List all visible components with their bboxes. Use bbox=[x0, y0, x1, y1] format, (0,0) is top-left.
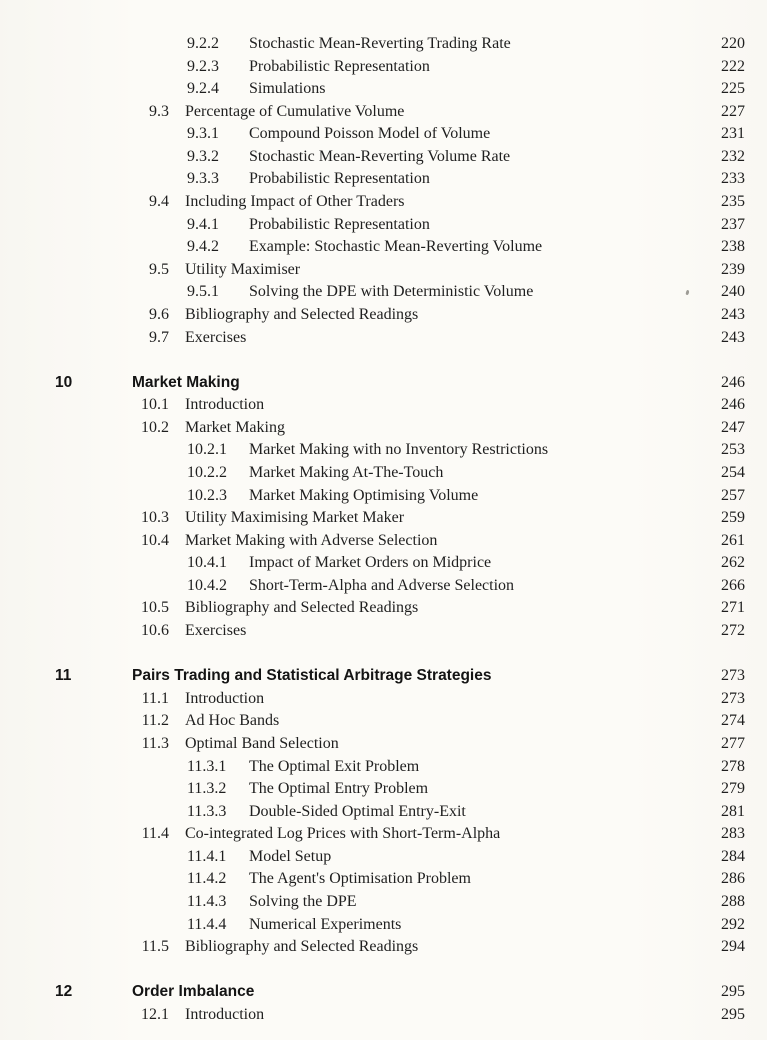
entry-page-number: 243 bbox=[721, 328, 745, 346]
entry-title: Model Setup bbox=[249, 847, 332, 865]
entry-title: Market Making Optimising Volume bbox=[249, 486, 479, 504]
entry-title: Introduction bbox=[185, 689, 265, 707]
entry-page-number: 295 bbox=[721, 983, 745, 1001]
entry-page-number: 237 bbox=[721, 215, 745, 233]
toc-entry-9.5.1 bbox=[55, 281, 745, 304]
toc-entry-9.2.4 bbox=[55, 78, 745, 101]
entry-number: 9.7 bbox=[149, 328, 169, 346]
toc-entry-10.4 bbox=[55, 530, 745, 553]
entry-title: Probabilistic Representation bbox=[249, 215, 430, 233]
toc-entry-9.4.2 bbox=[55, 236, 745, 259]
toc-entry-10.6 bbox=[55, 620, 745, 643]
entry-page-number: 225 bbox=[721, 80, 745, 98]
entry-number: 12.1 bbox=[141, 1005, 169, 1023]
toc-entry-10.2.2 bbox=[55, 462, 745, 485]
entry-page-number: 274 bbox=[721, 712, 745, 730]
entry-page-number: 273 bbox=[721, 689, 745, 707]
entry-title: Utility Maximiser bbox=[185, 260, 301, 278]
entry-number: 11.4.4 bbox=[187, 915, 227, 933]
toc-entry-11.4.2 bbox=[55, 868, 745, 891]
entry-title: Market Making with Adverse Selection bbox=[185, 531, 438, 549]
entry-title: Simulations bbox=[249, 80, 326, 98]
entry-title: Solving the DPE bbox=[249, 892, 357, 910]
entry-page-number: 254 bbox=[721, 463, 745, 481]
entry-page-number: 273 bbox=[721, 667, 745, 685]
toc-list bbox=[55, 33, 745, 1026]
entry-title: Double-Sided Optimal Entry-Exit bbox=[249, 802, 466, 820]
entry-page-number: 262 bbox=[721, 554, 745, 572]
entry-page-number: 266 bbox=[721, 576, 745, 594]
entry-number: 10.4.1 bbox=[187, 554, 227, 572]
toc-entry-9.6 bbox=[55, 304, 745, 327]
toc-entry-11 bbox=[55, 665, 745, 688]
toc-entry-10.5 bbox=[55, 597, 745, 620]
entry-title: Market Making bbox=[132, 373, 240, 391]
entry-number: 11.4.2 bbox=[187, 870, 227, 888]
entry-number: 9.4 bbox=[149, 193, 169, 211]
entry-title: Example: Stochastic Mean-Reverting Volume bbox=[249, 238, 543, 256]
entry-number: 10.2.3 bbox=[187, 486, 227, 504]
entry-number: 11.4.1 bbox=[187, 847, 227, 865]
entry-number: 11.3.2 bbox=[187, 780, 227, 798]
entry-page-number: 295 bbox=[721, 1005, 745, 1023]
entry-number: 11.1 bbox=[141, 689, 169, 707]
entry-page-number: 284 bbox=[721, 847, 745, 865]
toc-entry-12 bbox=[55, 981, 745, 1004]
toc-entry-11.4 bbox=[55, 823, 745, 846]
entry-page-number: 261 bbox=[721, 531, 745, 549]
toc-entry-10.2.3 bbox=[55, 485, 745, 508]
toc-entry-10 bbox=[55, 372, 745, 395]
entry-page-number: 294 bbox=[721, 938, 745, 956]
toc-entry-11.1 bbox=[55, 688, 745, 711]
entry-page-number: 278 bbox=[721, 757, 745, 775]
toc-entry-11.3.2 bbox=[55, 778, 745, 801]
entry-page-number: 259 bbox=[721, 509, 745, 527]
entry-number: 11.3 bbox=[141, 734, 169, 752]
entry-title: Bibliography and Selected Readings bbox=[185, 305, 419, 323]
entry-page-number: 231 bbox=[721, 125, 745, 143]
entry-number: 9.3.3 bbox=[187, 170, 219, 188]
entry-title: Introduction bbox=[185, 1005, 265, 1023]
entry-page-number: 233 bbox=[721, 170, 745, 188]
toc-entry-11.4.3 bbox=[55, 891, 745, 914]
entry-number: 10.2.1 bbox=[187, 441, 227, 459]
entry-number: 9.3.1 bbox=[187, 125, 219, 143]
entry-number: 9.4.2 bbox=[187, 238, 219, 256]
entry-number: 9.2.4 bbox=[187, 80, 219, 98]
toc-entry-10.3 bbox=[55, 507, 745, 530]
entry-page-number: 239 bbox=[721, 260, 745, 278]
toc-entry-11.4.4 bbox=[55, 914, 745, 937]
entry-title: Bibliography and Selected Readings bbox=[185, 599, 419, 617]
entry-page-number: 246 bbox=[721, 396, 745, 414]
entry-page-number: 292 bbox=[721, 915, 745, 933]
entry-page-number: 283 bbox=[721, 825, 745, 843]
entry-title: The Optimal Entry Problem bbox=[249, 780, 429, 798]
entry-number: 10 bbox=[55, 373, 73, 391]
toc-entry-9.3.1 bbox=[55, 123, 745, 146]
toc-entry-9.2.3 bbox=[55, 56, 745, 79]
entry-title: Order Imbalance bbox=[132, 983, 255, 1001]
entry-number: 11.4.3 bbox=[187, 892, 227, 910]
entry-title: Optimal Band Selection bbox=[185, 734, 339, 752]
entry-page-number: 238 bbox=[721, 238, 745, 256]
entry-title: Utility Maximising Market Maker bbox=[185, 509, 405, 527]
entry-number: 11.3.1 bbox=[187, 757, 227, 775]
entry-number: 9.3 bbox=[149, 102, 169, 120]
entry-page-number: 286 bbox=[721, 870, 745, 888]
entry-page-number: 271 bbox=[721, 599, 745, 617]
entry-page-number: 246 bbox=[721, 373, 745, 391]
entry-number: 10.1 bbox=[141, 396, 169, 414]
entry-page-number: 288 bbox=[721, 892, 745, 910]
entry-number: 10.5 bbox=[141, 599, 169, 617]
entry-number: 9.6 bbox=[149, 305, 169, 323]
entry-number: 11.2 bbox=[141, 712, 169, 730]
toc-entry-11.5 bbox=[55, 936, 745, 959]
entry-title: Percentage of Cumulative Volume bbox=[185, 102, 405, 120]
entry-title: The Optimal Exit Problem bbox=[249, 757, 420, 775]
entry-number: 10.2.2 bbox=[187, 463, 227, 481]
entry-title: Exercises bbox=[185, 622, 247, 640]
entry-number: 9.4.1 bbox=[187, 215, 219, 233]
entry-number: 11.4 bbox=[141, 825, 169, 843]
entry-page-number: 272 bbox=[721, 622, 745, 640]
entry-title: Bibliography and Selected Readings bbox=[185, 938, 419, 956]
toc-entry-10.4.2 bbox=[55, 575, 745, 598]
toc-entry-9.4 bbox=[55, 191, 745, 214]
entry-title: Introduction bbox=[185, 396, 265, 414]
toc-entry-12.1 bbox=[55, 1004, 745, 1027]
entry-title: Including Impact of Other Traders bbox=[185, 193, 405, 211]
toc-entry-9.7 bbox=[55, 327, 745, 350]
entry-title: Solving the DPE with Deterministic Volume bbox=[249, 283, 534, 301]
entry-number: 12 bbox=[55, 983, 73, 1001]
entry-title: Market Making bbox=[185, 418, 285, 436]
entry-title: Stochastic Mean-Reverting Trading Rate bbox=[249, 35, 511, 52]
entry-number: 10.2 bbox=[141, 418, 169, 436]
entry-page-number: 232 bbox=[721, 147, 745, 165]
toc-entry-11.4.1 bbox=[55, 846, 745, 869]
toc-entry-9.3.2 bbox=[55, 146, 745, 169]
toc-entry-9.2.2 bbox=[55, 33, 745, 56]
entry-number: 9.5 bbox=[149, 260, 169, 278]
entry-page-number: 220 bbox=[721, 35, 745, 52]
entry-number: 11.5 bbox=[141, 938, 169, 956]
entry-title: Numerical Experiments bbox=[249, 915, 402, 933]
entry-title: Impact of Market Orders on Midprice bbox=[249, 554, 492, 572]
toc-entry-11.3.3 bbox=[55, 801, 745, 824]
entry-title: Market Making with no Inventory Restrictions bbox=[249, 441, 549, 459]
toc-entry-9.4.1 bbox=[55, 214, 745, 237]
entry-page-number: 257 bbox=[721, 486, 745, 504]
toc-entry-9.5 bbox=[55, 259, 745, 282]
toc-entry-11.2 bbox=[55, 710, 745, 733]
entry-page-number: 247 bbox=[721, 418, 745, 436]
toc-entry-10.2.1 bbox=[55, 439, 745, 462]
entry-number: 9.2.2 bbox=[187, 35, 219, 52]
entry-page-number: 279 bbox=[721, 780, 745, 798]
entry-number: 9.5.1 bbox=[187, 283, 219, 301]
entry-title: The Agent's Optimisation Problem bbox=[249, 870, 471, 888]
entry-number: 10.6 bbox=[141, 622, 169, 640]
entry-number: 10.3 bbox=[141, 509, 169, 527]
entry-title: Pairs Trading and Statistical Arbitrage Strategies bbox=[132, 667, 492, 685]
toc-entry-10.2 bbox=[55, 417, 745, 440]
entry-number: 10.4 bbox=[141, 531, 169, 549]
entry-page-number: 235 bbox=[721, 193, 745, 211]
entry-number: 9.3.2 bbox=[187, 147, 219, 165]
entry-page-number: 253 bbox=[721, 441, 745, 459]
entry-title: Probabilistic Representation bbox=[249, 57, 430, 75]
entry-title: Market Making At-The-Touch bbox=[249, 463, 444, 481]
entry-page-number: 277 bbox=[721, 734, 745, 752]
entry-page-number: 281 bbox=[721, 802, 745, 820]
entry-title: Ad Hoc Bands bbox=[185, 712, 280, 730]
entry-number: 11 bbox=[55, 667, 72, 685]
entry-page-number: 243 bbox=[721, 305, 745, 323]
entry-page-number: 222 bbox=[721, 57, 745, 75]
entry-page-number: 227 bbox=[721, 102, 745, 120]
entry-title: Short-Term-Alpha and Adverse Selection bbox=[249, 576, 515, 594]
entry-title: Co-integrated Log Prices with Short-Term-Alpha bbox=[185, 825, 501, 843]
entry-title: Exercises bbox=[185, 328, 247, 346]
entry-number: 9.2.3 bbox=[187, 57, 219, 75]
toc-entry-10.1 bbox=[55, 394, 745, 417]
entry-title: Stochastic Mean-Reverting Volume Rate bbox=[249, 147, 511, 165]
entry-number: 11.3.3 bbox=[187, 802, 227, 820]
toc-entry-10.4.1 bbox=[55, 552, 745, 575]
entry-title: Compound Poisson Model of Volume bbox=[249, 125, 491, 143]
toc-entry-9.3.3 bbox=[55, 168, 745, 191]
entry-title: Probabilistic Representation bbox=[249, 170, 430, 188]
toc-entry-9.3 bbox=[55, 101, 745, 124]
toc-entry-11.3 bbox=[55, 733, 745, 756]
toc-entry-11.3.1 bbox=[55, 756, 745, 779]
entry-number: 10.4.2 bbox=[187, 576, 227, 594]
entry-page-number: 240 bbox=[721, 283, 745, 301]
